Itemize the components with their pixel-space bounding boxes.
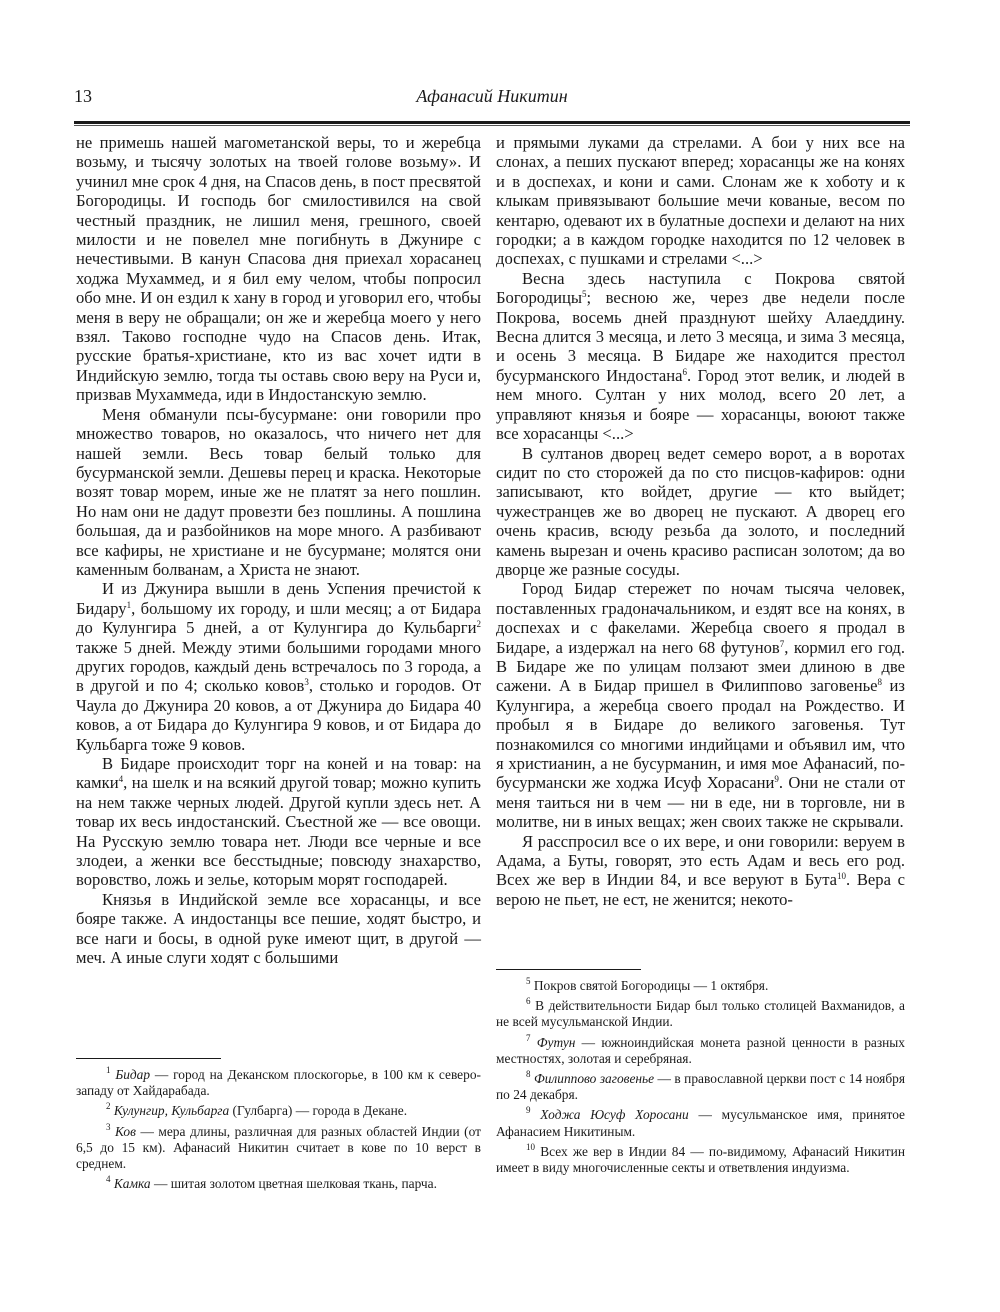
footnote-ref[interactable]: 9: [774, 774, 779, 785]
footnote-number: 3: [106, 1121, 111, 1132]
footnote: $^{10}$ Всех же вер в Индии 84 — по-видимому, Афанасий Никитин имеет в виду многочисленные секты и ответвления индуизма.: [496, 1141, 905, 1176]
footnotes-left: [76, 1058, 481, 1196]
paragraph: В султанов дворец ведет семеро ворот, а в воротах сидит по сто сторожей да по сто писцов-кафиров: одни записывают, кто войдет, другие — кто выйдет; чужестранцев же во дворец не пускают. А дворец его очень красив, всюду резьба да золото, и последний камень вырезан и очень красиво расписан золотом; да во дворце же разные сосуды.: [496, 443, 905, 579]
footnote-ref[interactable]: 8: [877, 677, 883, 688]
paragraph: Город Бидар стережет по ночам тысяча человек, поставленных градоначальником, и ездят все на конях, в доспехах и с факелами. Жеребца своего я продал в Бидаре, а издержал на него 68 футунов$^7$, кормил его год. В Бидаре же по улицам ползают змеи длиною в две сажени. А в Бидар пришел в Филиппово заговенье$^8$ из Кулунгира, а жеребца своего продал на Рождество. И пробыл я в Бидаре до великого заговенья. Тут познакомился со многими индийцами и объявил им, что я христианин, а не бусурманин, и имя мое Афанасий, по-бусурмански же ходжа Исуф Хорасани$^9$. Они не стали от меня таиться ни в чем — ни в еде, ни в торговле, ни в молитве, ни в иных вещах; жен своих также не скрывали.: [496, 579, 905, 832]
footnote-ref[interactable]: 1: [126, 599, 132, 610]
header-rule-thin: [74, 125, 910, 126]
footnote-term: Кулунгир, Кульбарга: [113, 1103, 230, 1119]
footnote-divider: [496, 969, 641, 970]
footnote-ref[interactable]: 10: [837, 871, 847, 882]
footnote-number: 5: [526, 976, 531, 986]
footnote-number: 4: [106, 1174, 111, 1185]
footnote-number: 1: [106, 1065, 111, 1075]
footnote-number: 9: [526, 1105, 531, 1116]
footnote-ref[interactable]: 3: [304, 677, 309, 688]
footnote: $^7$ Футун — южноиндийская монета разной ценности в разных местностях, золотая и серебряная.: [496, 1032, 905, 1066]
footnote: $^1$ Бидар — город на Деканском плоскогорье, в 100 км к северо-западу от Хайдарабада.: [76, 1065, 481, 1099]
page-header: [74, 84, 910, 114]
footnote: $^4$ Камка — шитая золотом цветная шелковая ткань, парча.: [106, 1174, 437, 1192]
footnote-number: 2: [106, 1101, 111, 1112]
footnotes-right: [496, 969, 905, 1180]
paragraph: И из Джунира вышли в день Успения пречистой к Бидару$^1$, большому их городу, и шли месяц; а от Бидара до Кулунгира 5 дней, а от Кулунгира до Кульбарги$^2$ также 5 дней. Между этими большими городами много других городов, каждый день встречалось по 3 города, а в другой и по 4; сколько ковов$^3$, столько и городов. От Чаула до Джунира 20 ковов, а от Джунира до Бидара 40 ковов, а от Бидара до Кулунгира 9 ковов, и от Бидара до Кульбарга тоже 9 ковов.: [76, 579, 481, 754]
footnote: $^5$ Покров святой Богородицы — 1 октября.: [526, 976, 769, 993]
footnote: $^3$ Ков — мера длины, различная для разных областей Индии (от 6,5 до 15 км). Афанасий Никитин считает в кове по 10 верст в среднем.: [76, 1121, 481, 1172]
footnote-number: 6: [526, 996, 531, 1007]
right-column: [496, 133, 905, 909]
footnote: $^8$ Филиппово заговенье — в православной церкви пост с 14 ноября по 24 декабря.: [496, 1069, 905, 1103]
running-title: Афанасий Никитин: [416, 86, 568, 106]
footnote-term: Ков: [115, 1123, 136, 1139]
left-column: [76, 133, 481, 967]
paragraph: Меня обманули псы-бусурмане: они говорили про множество товаров, но оказалось, что ничего нет для нашей земли. Весь товар белый только для бусурманской земли. Дешевы перец и краска. Некоторые возят товар морем, иные же не платят за него пошлин. Но нам они не дадут провезти без пошлины. А пошлина большая, да и разбойников на море много. А разбивают все кафиры, не христиане и не бусурмане; молятся они каменным болванам, а Христа не знают.: [76, 404, 481, 579]
paragraph: В Бидаре происходит торг на коней и на товар: на камки$^4$, на шелк и на всякий другой товар; можно купить на нем также черных людей. Другой купли здесь нет. А товар их весь индостанский. Съестной же — все овощи. На Русскую землю товара нет. Люди все черные и все злодеи, а женки все бесстыдные; повсюду знахарство, воровство, ложь и зелье, которым морят господарей.: [76, 754, 481, 890]
footnote-ref[interactable]: 6: [682, 366, 688, 377]
footnote-term: Камка: [113, 1176, 151, 1192]
footnote-number: 10: [526, 1141, 535, 1152]
footnote-number: 8: [526, 1069, 531, 1080]
footnote-ref[interactable]: 4: [118, 774, 124, 785]
header-rule-thick: [74, 121, 910, 124]
footnote-term: Филиппово заговенье: [533, 1071, 655, 1087]
footnote-term: Бидар: [115, 1067, 151, 1082]
paragraph: Князья в Индийской земле все хорасанцы, и все бояре также. А индостанцы все пешие, ходят быстро, и все наги и босы, в одной руке имеют щит, в другой — меч. А иные слуги ходят с большими: [76, 889, 481, 968]
footnote-ref[interactable]: 7: [779, 638, 785, 649]
footnote-ref[interactable]: 2: [476, 619, 481, 630]
footnote-number: 7: [526, 1032, 531, 1043]
footnote: $^2$ Кулунгир, Кульбарга (Гулбарга) — города в Декане.: [106, 1101, 408, 1119]
footnote: $^6$ В действительности Бидар был только столицей Вахманидов, а не всей мусульманской Индии.: [496, 996, 905, 1030]
footnote-divider: [76, 1058, 221, 1059]
paragraph: и прямыми луками да стрелами. А бои у них все на слонах, а пеших пускают вперед; хорасанцы же на конях и в доспехах, и кони и сами. Слонам же к хоботу и к клыкам привязывают большие мечи кованые, весом по кентарю, одевают их в булатные доспехи и делают на них городки; а в каждом городке находится по 12 человек в доспехах, с пушками и стрелами <...>: [496, 133, 905, 269]
footnote-ref[interactable]: 5: [581, 289, 587, 300]
paragraph: не примешь нашей магометанской веры, то и жеребца возьму, и тысячу золотых на твоей голове возьму». И учинил мне срок 4 дня, на Спасов день, в пост пресвятой Богородицы. И господь бог смилостивился на свой честный праздник, не лишил меня, грешного, своей милости и не повелел мне погибнуть в Джунире с нечестивыми. В канун Спасова дня приехал хорасанец ходжа Мухаммед, и я бил ему челом, чтобы попросил обо мне. И он ездил к хану в город и уговорил его, чтобы меня в веру не обращали; он же и жеребца моего у него взял. Таково господне чудо на Спасов день. Итак, русские братья-христиане, кто из вас хочет идти в Индийскую землю, тогда ты оставь свою веру на Руси и, призвав Мухаммеда, иди в Индостанскую землю.: [76, 133, 481, 405]
footnote-term: Футун: [536, 1034, 576, 1050]
paragraph: Я расспросил все о их вере, и они говорили: веруем в Адама, а Буты, говорят, это есть Адам и весь его род. Всех же вер в Индии 84, и все веруют в Бута$^{10}$. Вера с верою не пьет, не ест, не женится; некото-: [496, 831, 905, 909]
footnote: $^9$ Ходжа Юсуф Хоросани — мусульманское имя, принятое Афанасием Никитиным.: [496, 1105, 906, 1139]
footnote-term: Ходжа Юсуф Хоросани: [540, 1107, 689, 1123]
page-number: 13: [74, 86, 92, 106]
paragraph: Весна здесь наступила с Покрова святой Богородицы$^5$; весною же, через две недели после Покрова, восемь дней празднуют шейху Алаеддину. Весна длится 3 месяца, и лето 3 месяца, и зима 3 месяца, и осень 3 месяца. В Бидаре же находится престол бусурманского Индостана$^6$. Город этот велик, и людей в нем много. Султан у них молод, всего 20 лет, а управляют князья и бояре — хорасанцы, воюют также все хорасанцы <...>: [496, 268, 905, 444]
